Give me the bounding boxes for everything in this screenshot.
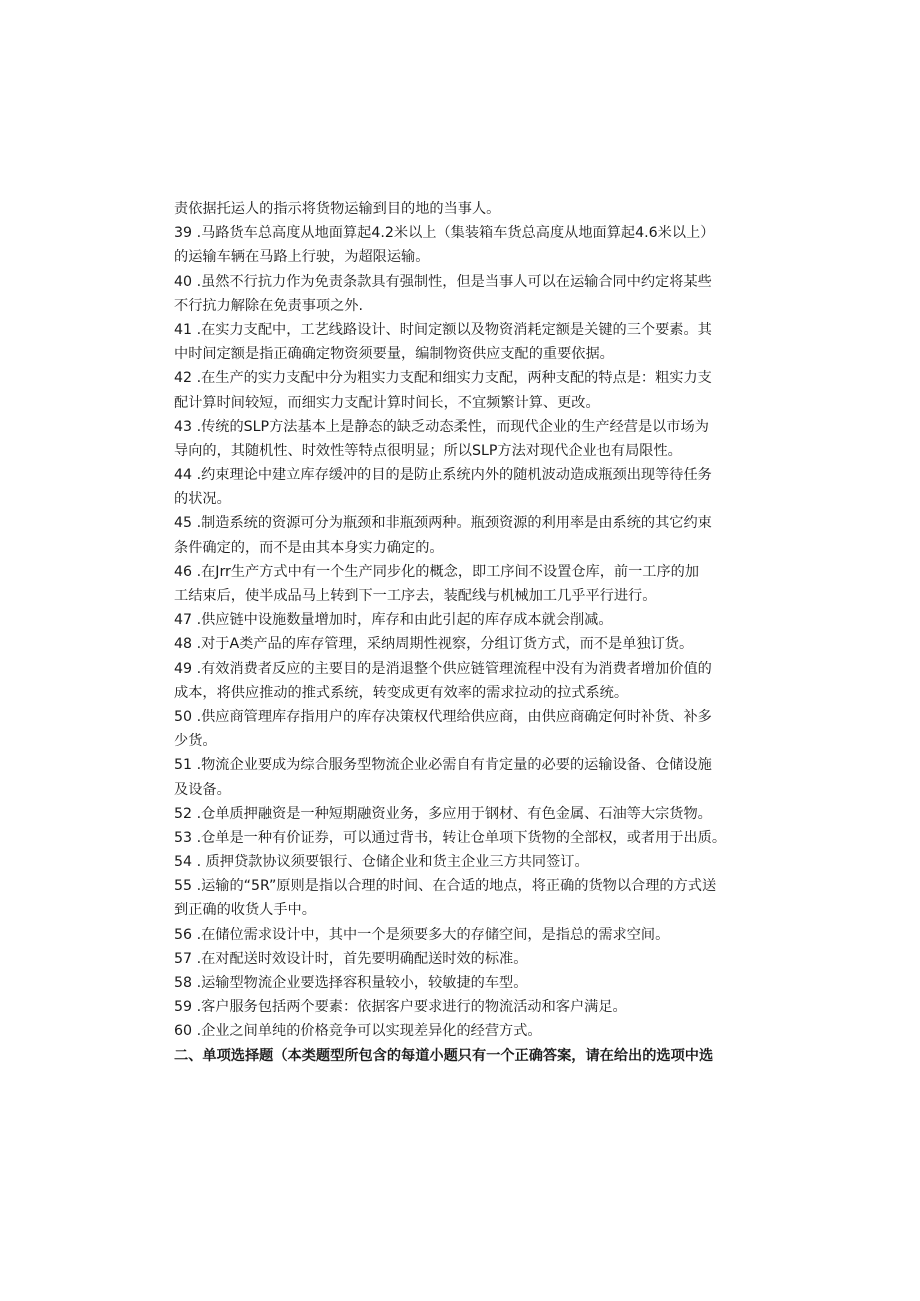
text-line: 50 .供应商管理库存指用户的库存决策权代理给供应商，由供应商确定何时补货、补多 [174, 708, 712, 725]
text-line: 中时间定额是指正确确定物资须要量，编制物资供应支配的重要依据。 [174, 346, 614, 363]
text-line: 工结束后，使半成品马上转到下一工序去，装配线与机械加工几乎平行进行。 [174, 588, 657, 604]
text-line: 成本，将供应推动的推式系统，转变成更有效率的需求拉动的拉式系统。 [174, 684, 629, 701]
text-line: 49 .有效消费者反应的主要目的是消退整个供应链管理流程中没有为消费者增加价值的 [174, 660, 712, 677]
text-line: 48 .对于A类产品的库存管理，采纳周期性视察，分组订货方式，而不是单独订货。 [174, 636, 694, 653]
text-line: 43 .传统的SLP方法基本上是静态的缺乏动态柔性，而现代企业的生产经营是以市场为 [174, 418, 709, 435]
text-line: 责依据托运人的指示将货物运输到目的地的当事人。 [174, 201, 501, 217]
text-line: 47 .供应链中设施数量增加时，库存和由此引起的库存成本就会削减。 [174, 612, 613, 629]
text-line: 42 .在生产的实力支配中分为粗实力支配和细实力支配，两种支配的特点是：粗实力支 [174, 370, 712, 387]
text-line: 39 .马路货车总高度从地面算起4.2米以上（集装箱车货总高度从地面算起4.6米以上） [174, 225, 715, 242]
text-line: 的运输车辆在马路上行驶，为超限运输。 [174, 249, 430, 266]
text-line: 41 .在实力支配中，工艺线路设计、时间定额以及物资消耗定额是关键的三个要素。其 [174, 321, 712, 338]
text-line: 条件确定的，而不是由其本身实力确定的。 [174, 539, 444, 556]
text-line: 及设备。 [174, 781, 231, 798]
text-line: 53 .仓单是一种有价证券，可以通过背书，转让仓单项下货物的全部权，或者用于出质。 [174, 829, 727, 846]
document-page [174, 197, 774, 1068]
text-line: 51 .物流企业要成为综合服务型物流企业必需自有肯定量的必要的运输设备、仓储设施 [174, 757, 712, 774]
text-line: 不行抗力解除在免责事项之外. [174, 297, 363, 314]
text-line: 60 .企业之间单纯的价格竞争可以实现差异化的经营方式。 [174, 1023, 542, 1040]
text-line: 59 .客户服务包括两个要素：依据客户要求进行的物流活动和客户满足。 [174, 999, 627, 1016]
text-line: 少货。 [174, 733, 217, 750]
text-line: 的状况。 [174, 491, 231, 508]
text-line: 到正确的收货人手中。 [174, 902, 316, 919]
text-line: 导向的，其随机性、时效性等特点很明显；所以SLP方法对现代企业也有局限性。 [174, 442, 682, 459]
text-line: 55 .运输的“5R”原则是指以合理的时间、在合适的地点，将正确的货物以合理的方式送 [174, 878, 717, 895]
text-line: 57 .在对配送时效设计时，首先要明确配送时效的标准。 [174, 950, 528, 967]
section-heading: 二、单项选择题（本类题型所包含的每道小题只有一个正确答案，请在给出的选项中选 [174, 1047, 714, 1064]
text-line: 56 .在储位需求设计中，其中一个是须要多大的存储空间，是指总的需求空间。 [174, 926, 670, 943]
text-line: 配计算时间较短，而细实力支配计算时间长，不宜频繁计算、更改。 [174, 394, 600, 411]
text-line: 52 .仓单质押融资是一种短期融资业务，多应用于钢材、有色金属、石油等大宗货物。 [174, 805, 712, 822]
text-line: 46 .在Jrr生产方式中有一个生产同步化的概念，即工序间不设置仓库，前一工序的加 [174, 563, 700, 580]
text-line: 54 . 质押贷款协议须要银行、仓储企业和货主企业三方共同签订。 [174, 854, 589, 871]
text-line: 40 .虽然不行抗力作为免责条款具有强制性，但是当事人可以在运输合同中约定将某些 [174, 273, 712, 290]
text-line: 45 .制造系统的资源可分为瓶颈和非瓶颈两种。瓶颈资源的利用率是由系统的其它约束 [174, 515, 712, 532]
text-line: 58 .运输型物流企业要选择容积量较小，较敏捷的车型。 [174, 975, 528, 991]
text-line: 44 .约束理论中建立库存缓冲的目的是防止系统内外的随机波动造成瓶颈出现等待任务 [174, 467, 712, 484]
